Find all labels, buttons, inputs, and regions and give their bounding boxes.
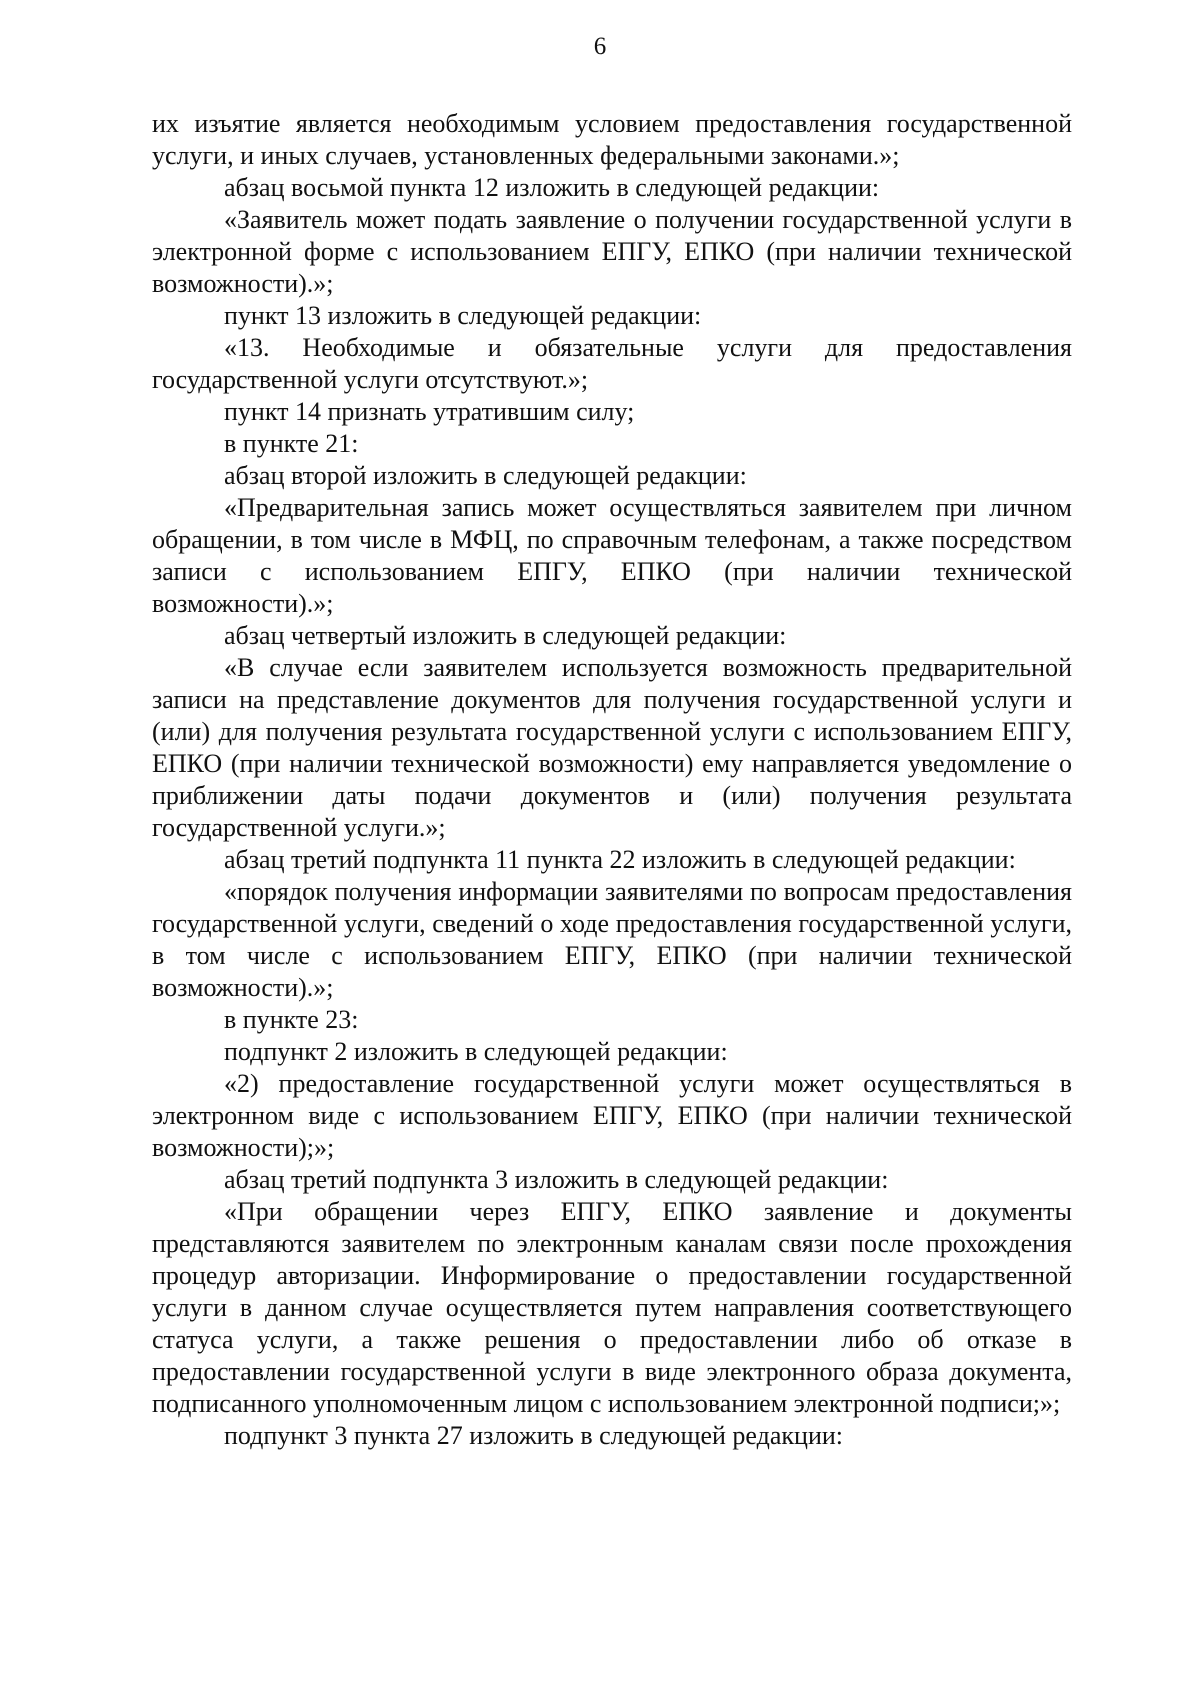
paragraph: «При обращении через ЕПГУ, ЕПКО заявление и документы представляются заявителем по электронным каналам связи после прохождения процедур авторизации. Информирование о предоставлении государственной услуги в данном случае осуществляется путем направления соответствующего статуса услуги, а также решения о предоставлении либо об отказе в предоставлении государственной услуги в виде электронного образа документа, подписанного уполномоченным лицом с использованием электронной подписи;»; xyxy=(152,1197,1072,1418)
paragraph: пункт 14 признать утратившим силу; xyxy=(224,397,635,426)
paragraph: в пункте 21: xyxy=(224,429,359,458)
paragraph: «2) предоставление государственной услуги может осуществляться в электронном виде с использованием ЕПГУ, ЕПКО (при наличии технической возможности);»; xyxy=(152,1069,1072,1162)
page-number: 6 xyxy=(593,33,607,60)
paragraph: абзац третий подпункта 11 пункта 22 изложить в следующей редакции: xyxy=(224,845,1016,874)
paragraph: «Предварительная запись может осуществляться заявителем при личном обращении, в том числе в МФЦ, по справочным телефонам, а также посредством записи с использованием ЕПГУ, ЕПКО (при наличии технической возможности).»; xyxy=(152,493,1072,618)
paragraph: абзац четвертый изложить в следующей редакции: xyxy=(224,621,787,650)
paragraph: абзац второй изложить в следующей редакции: xyxy=(224,461,747,490)
paragraph: подпункт 3 пункта 27 изложить в следующей редакции: xyxy=(224,1421,843,1450)
paragraph: абзац третий подпункта 3 изложить в следующей редакции: xyxy=(224,1165,889,1194)
paragraph: в пункте 23: xyxy=(224,1005,359,1034)
paragraph: «13. Необходимые и обязательные услуги для предоставления государственной услуги отсутствуют.»; xyxy=(152,333,1072,394)
paragraph: «В случае если заявителем используется возможность предварительной записи на представление документов для получения государственной услуги и (или) для получения результата государственной услуги с использованием ЕПГУ, ЕПКО (при наличии технической возможности) ему направляется уведомление о приближении даты подачи документов и (или) получения результата государственной услуги.»; xyxy=(152,653,1072,842)
paragraph: их изъятие является необходимым условием предоставления государственной услуги, и иных случаев, установленных федеральными законами.»; xyxy=(152,109,1072,170)
document-body xyxy=(152,108,1072,1452)
paragraph: «Заявитель может подать заявление о получении государственной услуги в электронной форме с использованием ЕПГУ, ЕПКО (при наличии технической возможности).»; xyxy=(152,205,1072,298)
paragraph: «порядок получения информации заявителями по вопросам предоставления государственной услуги, сведений о ходе предоставления государственной услуги, в том числе с использованием ЕПГУ, ЕПКО (при наличии технической возможности).»; xyxy=(152,877,1072,1002)
paragraph: пункт 13 изложить в следующей редакции: xyxy=(224,301,702,330)
paragraph: абзац восьмой пункта 12 изложить в следующей редакции: xyxy=(224,173,880,202)
paragraph: подпункт 2 изложить в следующей редакции: xyxy=(224,1037,728,1066)
